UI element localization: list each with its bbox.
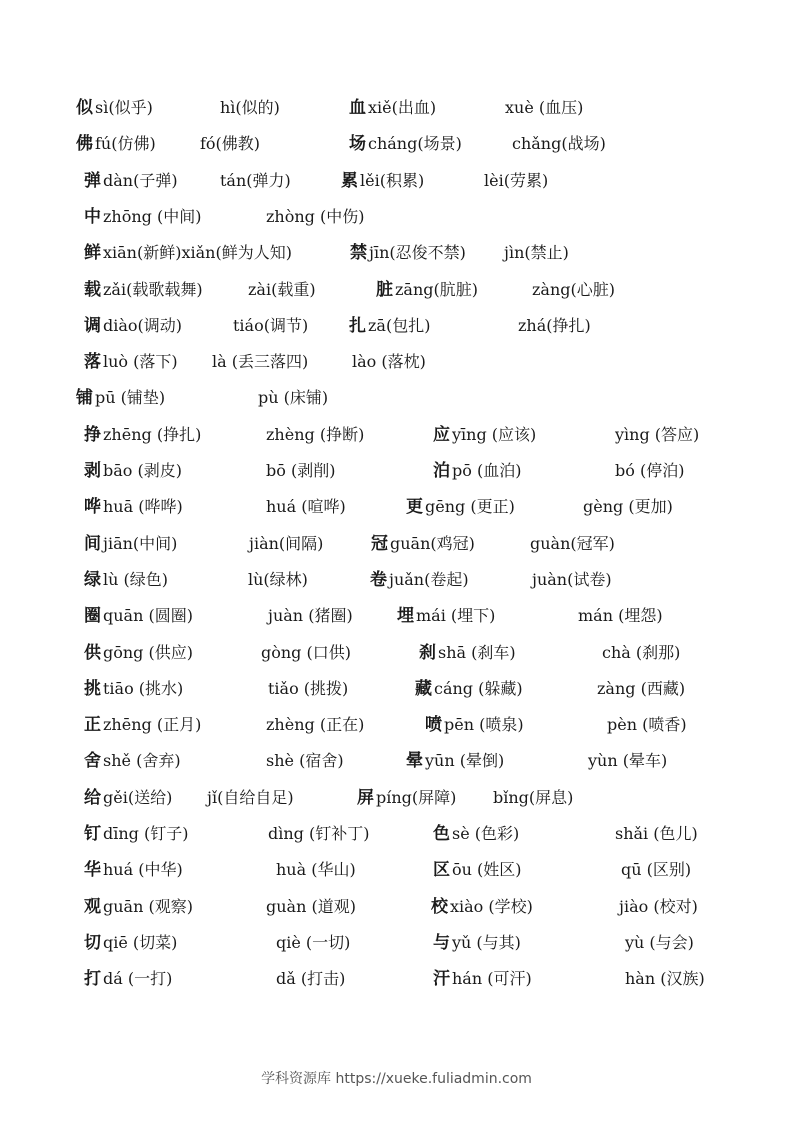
polyphone-entry — [615, 420, 699, 450]
reading: zǎi(载歌载舞) — [103, 279, 203, 299]
entry-row — [0, 928, 793, 958]
polyphone-entry — [433, 928, 521, 958]
polyphone-entry — [266, 420, 364, 450]
entry-row — [0, 166, 793, 196]
polyphone-entry — [406, 746, 504, 776]
character: 挣 — [84, 424, 101, 445]
character: 绿 — [84, 569, 101, 590]
reading: yùn (晕车) — [588, 751, 668, 771]
entry-row — [0, 311, 793, 341]
reading: cháng(场景) — [368, 134, 462, 154]
reading: huá (中华) — [103, 860, 183, 880]
character: 钉 — [84, 824, 101, 844]
character: 应 — [433, 424, 450, 445]
polyphone-entry — [249, 529, 323, 559]
reading: guàn(冠军) — [530, 533, 615, 553]
reading: diào(调动) — [103, 315, 183, 335]
reading: qiē (切菜) — [103, 932, 178, 952]
polyphone-entry — [207, 783, 294, 813]
character: 脏 — [376, 279, 393, 300]
page-footer: 学科资源库 https://xueke.fuliadmin.com — [261, 1071, 532, 1087]
reading: juǎn(卷起) — [389, 569, 469, 589]
reading: dá (一打) — [103, 969, 173, 989]
character: 调 — [84, 315, 101, 336]
reading: yīng (应该) — [452, 424, 537, 444]
reading: mán (埋怨) — [578, 606, 663, 626]
polyphone-entry — [84, 202, 202, 232]
entry-row — [0, 420, 793, 450]
entry-row — [0, 964, 793, 994]
polyphone-entry — [433, 819, 519, 849]
reading: cáng (躲藏) — [434, 678, 523, 698]
polyphone-entry — [261, 638, 351, 668]
reading: yìng (答应) — [615, 424, 700, 444]
character: 挑 — [84, 678, 101, 699]
character: 禁 — [350, 243, 367, 264]
polyphone-entry — [84, 638, 193, 668]
character: 舍 — [84, 751, 101, 772]
polyphone-entry — [588, 746, 667, 776]
character: 中 — [84, 206, 101, 227]
character: 正 — [84, 715, 101, 736]
polyphone-entry — [530, 529, 615, 559]
polyphone-entry — [76, 129, 156, 159]
polyphone-entry — [607, 710, 687, 740]
polyphone-entry — [433, 964, 532, 994]
character: 更 — [406, 497, 423, 518]
entry-row — [0, 819, 793, 849]
polyphone-entry — [84, 420, 201, 450]
character: 佛 — [76, 134, 93, 155]
polyphone-entry — [619, 892, 698, 922]
reading: hán (可汗) — [452, 969, 532, 989]
reading: là (丢三落四) — [212, 352, 309, 372]
character: 场 — [349, 134, 366, 155]
reading: chà (刹那) — [602, 642, 681, 662]
character: 屏 — [357, 787, 374, 808]
reading: zhèng (正在) — [266, 715, 365, 735]
polyphone-entry — [397, 601, 495, 631]
character: 喷 — [425, 715, 442, 736]
polyphone-entry — [350, 238, 466, 268]
reading: quān (圆圈) — [103, 606, 193, 626]
reading: jiàn(间隔) — [249, 533, 324, 553]
character: 切 — [84, 932, 101, 953]
polyphone-entry — [357, 783, 456, 813]
reading: huā (哗哗) — [103, 497, 183, 517]
reading: xiào (学校) — [450, 896, 533, 916]
polyphone-entry — [484, 166, 548, 196]
entry-row — [0, 674, 793, 704]
polyphone-entry — [406, 492, 515, 522]
polyphone-entry — [84, 674, 183, 704]
polyphone-entry — [268, 674, 348, 704]
polyphone-entry — [84, 855, 183, 885]
entry-row — [0, 347, 793, 377]
reading: bō (剥削) — [266, 461, 336, 480]
polyphone-entry — [431, 892, 533, 922]
entry-row — [0, 601, 793, 631]
character: 弹 — [84, 170, 101, 191]
reading: tiǎo (挑拨) — [268, 678, 349, 698]
entry-row — [0, 202, 793, 232]
polyphone-entry — [268, 819, 369, 849]
reading: mái (埋下) — [416, 606, 496, 626]
polyphone-entry — [266, 202, 365, 232]
polyphone-entry — [433, 855, 522, 885]
reading: fó(佛教) — [200, 134, 261, 154]
reading: hàn (汉族) — [625, 969, 705, 989]
character: 华 — [84, 860, 101, 881]
character: 剥 — [84, 461, 101, 481]
polyphone-entry — [602, 638, 680, 668]
polyphone-entry — [276, 855, 356, 885]
polyphone-entry — [84, 964, 172, 994]
polyphone-entry — [376, 275, 478, 305]
reading: lěi(积累) — [360, 170, 425, 190]
reading: shè (宿舍) — [266, 751, 344, 771]
entry-row — [0, 129, 793, 159]
reading: huá (喧哗) — [266, 497, 346, 517]
polyphone-entry — [84, 746, 181, 776]
polyphone-entry — [518, 311, 591, 341]
polyphone-entry — [349, 129, 462, 159]
reading: lèi(劳累) — [484, 170, 549, 190]
polyphone-entry — [84, 166, 178, 196]
reading: dǎ (打击) — [276, 969, 346, 989]
reading: pēn (喷泉) — [444, 715, 524, 735]
reading: lù(绿林) — [248, 569, 308, 589]
polyphone-entry — [419, 638, 516, 668]
character: 晕 — [406, 751, 423, 772]
polyphone-entry — [615, 456, 684, 486]
polyphone-entry — [84, 275, 203, 305]
polyphone-entry — [84, 347, 178, 377]
reading: guàn (道观) — [266, 896, 356, 916]
reading: dīng (钉子) — [103, 824, 189, 843]
character: 与 — [433, 932, 450, 953]
polyphone-entry — [233, 311, 308, 341]
polyphone-entry — [433, 456, 521, 486]
character: 校 — [431, 896, 448, 917]
reading: qiè (一切) — [276, 932, 351, 952]
character: 给 — [84, 787, 101, 808]
entry-row — [0, 492, 793, 522]
reading: bāo (剥皮) — [103, 461, 182, 480]
polyphone-entry — [84, 601, 193, 631]
reading: gèng (更加) — [583, 497, 673, 517]
entry-row — [0, 710, 793, 740]
reading: xiān(新鲜)xiǎn(鲜为人知) — [103, 243, 292, 263]
reading: fú(仿佛) — [95, 134, 156, 154]
reading: huà (华山) — [276, 860, 356, 880]
entry-row — [0, 456, 793, 486]
reading: zāng(肮脏) — [395, 279, 479, 299]
polyphone-entry — [266, 710, 364, 740]
polyphone-entry — [532, 565, 612, 595]
entry-row — [0, 565, 793, 595]
character: 扎 — [349, 315, 366, 336]
polyphone-entry — [512, 129, 606, 159]
polyphone-entry — [349, 93, 436, 123]
polyphone-entry — [268, 601, 353, 631]
entry-row — [0, 383, 793, 413]
reading: zàng (西藏) — [597, 678, 686, 698]
entry-row — [0, 529, 793, 559]
reading: tiāo (挑水) — [103, 678, 184, 698]
reading: lào (落枕) — [352, 352, 426, 372]
character: 观 — [84, 896, 101, 917]
reading: xuè (血压) — [505, 98, 584, 117]
reading: zài(载重) — [248, 279, 316, 299]
reading: shā (刹车) — [438, 642, 516, 662]
reading: guān(鸡冠) — [390, 533, 475, 553]
character: 冠 — [371, 533, 388, 554]
reading: sì(似乎) — [95, 98, 153, 117]
polyphone-entry — [84, 565, 168, 595]
reading: gōng (供应) — [103, 642, 193, 662]
reading: píng(屏障) — [376, 787, 457, 807]
reading: pū (铺垫) — [95, 388, 166, 408]
polyphone-entry — [349, 311, 430, 341]
reading: tiáo(调节) — [233, 315, 309, 335]
reading: guān (观察) — [103, 896, 193, 916]
polyphone-entry — [504, 238, 569, 268]
polyphone-entry — [76, 383, 165, 413]
polyphone-entry — [84, 928, 177, 958]
reading: jiān(中间) — [103, 533, 178, 553]
reading: chǎng(战场) — [512, 134, 606, 154]
character: 藏 — [415, 678, 432, 699]
reading: zhá(挣扎) — [518, 315, 591, 335]
character: 铺 — [76, 388, 93, 409]
reading: gòng (口供) — [261, 642, 351, 662]
character: 圈 — [84, 606, 101, 627]
entry-row — [0, 275, 793, 305]
polyphone-entry — [352, 347, 426, 377]
reading: pèn (喷香) — [607, 715, 687, 735]
reading: dìng (钉补丁) — [268, 824, 370, 843]
reading: lù (绿色) — [103, 569, 168, 589]
entry-row — [0, 93, 793, 123]
entry-row — [0, 638, 793, 668]
character: 泊 — [433, 461, 450, 481]
reading: hì(似的) — [220, 98, 280, 117]
polyphone-entry — [220, 166, 291, 196]
character: 汗 — [433, 969, 450, 990]
character: 刹 — [419, 642, 436, 663]
polyphone-entry — [84, 819, 188, 849]
reading: shě (舍弃) — [103, 751, 181, 771]
reading: zàng(心脏) — [532, 279, 616, 299]
polyphone-entry — [276, 928, 350, 958]
polyphone-entry — [84, 892, 193, 922]
reading: zhēng (正月) — [103, 715, 202, 735]
polyphone-entry — [532, 275, 615, 305]
polyphone-entry — [220, 93, 280, 123]
reading: zhòng (中伤) — [266, 206, 365, 226]
polyphone-entry — [84, 238, 292, 268]
character: 色 — [433, 824, 450, 844]
polyphone-entry — [200, 129, 260, 159]
entry-row — [0, 746, 793, 776]
reading: qū (区别) — [621, 860, 692, 880]
entry-row — [0, 783, 793, 813]
character: 鲜 — [84, 243, 101, 264]
reading: zhēng (挣扎) — [103, 424, 202, 444]
polyphone-entry — [84, 492, 183, 522]
polyphone-entry — [578, 601, 663, 631]
reading: jǐ(自给自足) — [207, 787, 294, 807]
reading: bó (停泊) — [615, 461, 685, 480]
reading: pō (血泊) — [452, 461, 522, 480]
polyphone-entry — [76, 93, 153, 123]
character: 累 — [341, 170, 358, 191]
character: 落 — [84, 352, 101, 373]
polyphone-entry — [433, 420, 536, 450]
reading: xiě(出血) — [368, 98, 437, 117]
polyphone-entry — [615, 819, 698, 849]
reading: sè (色彩) — [452, 824, 520, 843]
polyphone-entry — [266, 892, 356, 922]
character: 埋 — [397, 606, 414, 627]
character: 载 — [84, 279, 101, 300]
polyphone-entry — [505, 93, 583, 123]
polyphone-entry — [341, 166, 424, 196]
polyphone-entry — [370, 565, 469, 595]
reading: yǔ (与其) — [452, 932, 521, 952]
reading: zhèng (挣断) — [266, 424, 365, 444]
polyphone-entry — [266, 746, 344, 776]
polyphone-entry — [597, 674, 685, 704]
polyphone-entry — [276, 964, 345, 994]
polyphone-entry — [371, 529, 475, 559]
reading: luò (落下) — [103, 352, 178, 372]
polyphone-entry — [84, 710, 201, 740]
character: 似 — [76, 98, 93, 118]
polyphone-entry — [625, 928, 694, 958]
polyphone-entry — [84, 783, 172, 813]
reading: jiào (校对) — [619, 896, 698, 916]
polyphone-entry — [583, 492, 673, 522]
reading: zā(包扎) — [368, 315, 431, 335]
polyphone-entry — [415, 674, 523, 704]
polyphone-entry — [84, 456, 182, 486]
character: 打 — [84, 969, 101, 990]
entry-row — [0, 892, 793, 922]
polyphone-entry — [212, 347, 308, 377]
character: 区 — [433, 860, 450, 881]
character: 哗 — [84, 497, 101, 518]
polyphone-entry — [258, 383, 328, 413]
reading: ōu (姓区) — [452, 860, 522, 880]
polyphone-entry — [248, 275, 316, 305]
reading: gěi(送给) — [103, 787, 173, 807]
polyphone-entry — [266, 456, 335, 486]
polyphone-entry — [621, 855, 691, 885]
reading: bǐng(屏息) — [493, 787, 574, 807]
polyphone-entry — [266, 492, 346, 522]
entry-row — [0, 238, 793, 268]
reading: juàn(试卷) — [532, 569, 612, 589]
polyphone-entry — [248, 565, 308, 595]
polyphone-entry — [493, 783, 573, 813]
polyphone-entry — [425, 710, 524, 740]
reading: juàn (猪圈) — [268, 606, 353, 626]
polyphone-entry — [84, 311, 182, 341]
reading: gēng (更正) — [425, 497, 515, 517]
character: 血 — [349, 98, 366, 118]
reading: dàn(子弹) — [103, 170, 178, 190]
reading: jīn(忍俊不禁) — [369, 243, 466, 263]
character: 间 — [84, 533, 101, 554]
reading: tán(弹力) — [220, 170, 291, 190]
character: 供 — [84, 642, 101, 663]
reading: shǎi (色儿) — [615, 824, 698, 843]
reading: pù (床铺) — [258, 388, 329, 408]
reading: yūn (晕倒) — [425, 751, 505, 771]
reading: jìn(禁止) — [504, 243, 569, 263]
reading: yù (与会) — [625, 932, 694, 952]
character: 卷 — [370, 569, 387, 590]
reading: zhōng (中间) — [103, 206, 202, 226]
polyphone-entry — [625, 964, 705, 994]
entry-row — [0, 855, 793, 885]
polyphone-entry — [84, 529, 177, 559]
